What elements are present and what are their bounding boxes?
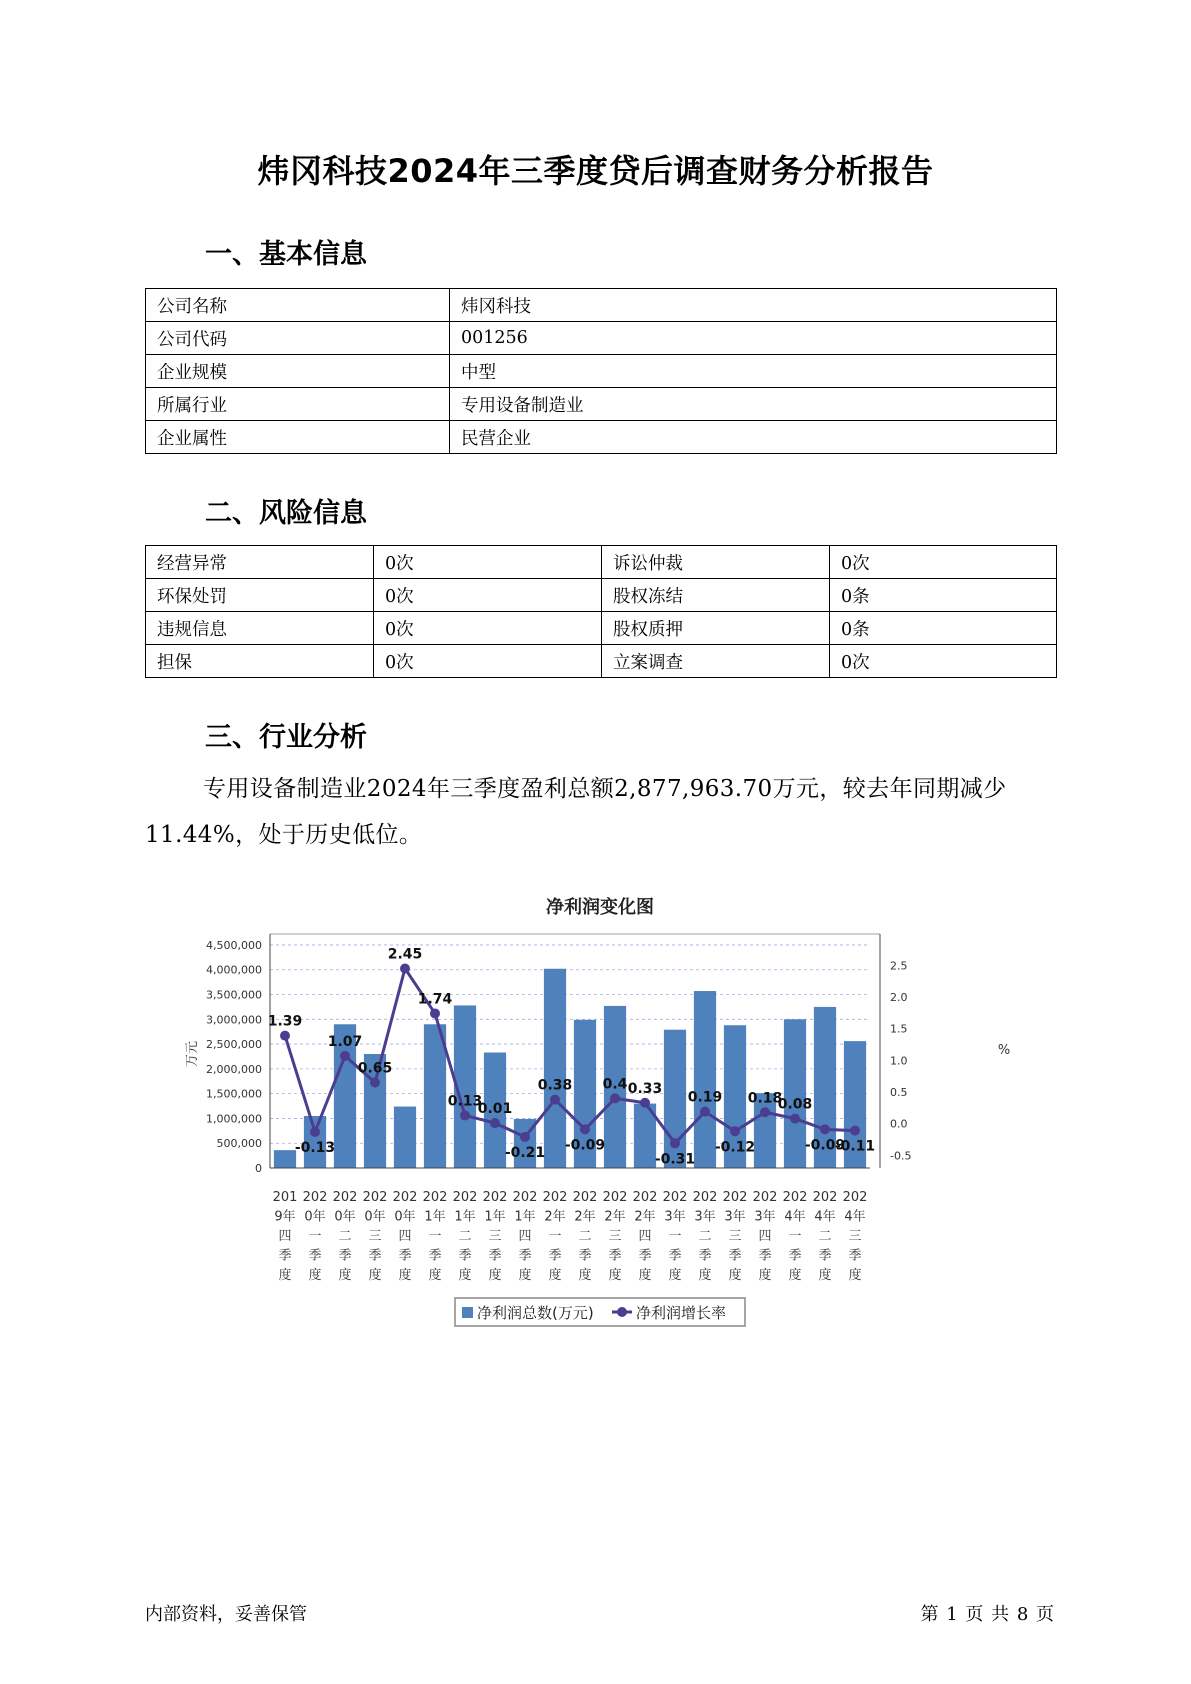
legend-bar-swatch xyxy=(462,1307,473,1318)
growth-rate-value-label: -0.31 xyxy=(654,1151,696,1168)
x-tick-label: 202 4年二季度 xyxy=(812,1190,838,1283)
growth-rate-value-label: 0.4 xyxy=(602,1076,628,1093)
growth-rate-point xyxy=(310,1127,320,1137)
growth-rate-value-label: 0.65 xyxy=(357,1060,393,1077)
growth-rate-point xyxy=(850,1126,860,1136)
table-row xyxy=(146,355,1057,388)
row-value: 专用设备制造业 xyxy=(450,388,1057,421)
chart-legend xyxy=(455,1298,745,1326)
right-tick-label: 2.0 xyxy=(890,991,908,1004)
growth-rate-value-label: -0.13 xyxy=(294,1139,336,1156)
growth-rate-value-label: 0.18 xyxy=(747,1090,783,1107)
risk-value: 0条 xyxy=(830,579,1057,612)
left-tick-label: 2,500,000 xyxy=(206,1038,262,1052)
growth-rate-value-label: 1.07 xyxy=(327,1033,363,1050)
left-tick-label: 4,500,000 xyxy=(206,938,262,952)
x-tick-label: 202 3年四季度 xyxy=(752,1190,778,1283)
growth-rate-value-label: 0.33 xyxy=(627,1080,663,1097)
risk-value: 0次 xyxy=(830,546,1057,579)
table-row xyxy=(146,645,1057,678)
growth-rate-point xyxy=(520,1132,530,1142)
growth-rate-point xyxy=(280,1031,290,1041)
left-tick-label: 1,000,000 xyxy=(206,1112,262,1126)
bar xyxy=(424,1024,446,1168)
left-tick-label: 1,500,000 xyxy=(206,1087,262,1101)
table-row xyxy=(146,612,1057,645)
net-profit-chart xyxy=(180,888,1011,1348)
left-tick-label: 2,000,000 xyxy=(206,1062,262,1076)
x-tick-label: 202 0年三季度 xyxy=(362,1190,388,1283)
bar xyxy=(394,1107,416,1168)
risk-label: 担保 xyxy=(146,645,374,678)
bar xyxy=(784,1019,806,1168)
footer-confidential-note: 内部资料，妥善保管 xyxy=(145,1604,307,1625)
table-row xyxy=(146,421,1057,454)
section-heading-risk-info: 二、风险信息 xyxy=(205,498,367,529)
x-tick-label: 202 4年一季度 xyxy=(782,1190,808,1283)
section-heading-basic-info: 一、基本信息 xyxy=(205,239,367,270)
growth-rate-value-label: 1.39 xyxy=(267,1013,303,1030)
risk-label: 诉讼仲裁 xyxy=(602,546,830,579)
left-axis-label: 万元 xyxy=(185,1040,200,1068)
row-value: 001256 xyxy=(450,322,1057,355)
table-row xyxy=(146,546,1057,579)
risk-value: 0次 xyxy=(830,645,1057,678)
growth-rate-value-label: -0.12 xyxy=(714,1139,756,1156)
growth-rate-value-label: 0.38 xyxy=(537,1077,573,1094)
legend-line-label: 净利润增长率 xyxy=(636,1304,727,1322)
row-label: 公司代码 xyxy=(146,322,450,355)
risk-value: 0次 xyxy=(374,546,602,579)
growth-rate-point xyxy=(730,1126,740,1136)
x-tick-label: 202 2年四季度 xyxy=(632,1190,658,1283)
growth-rate-value-label: 1.74 xyxy=(417,991,453,1008)
growth-rate-point xyxy=(580,1124,590,1134)
growth-rate-point xyxy=(490,1118,500,1128)
growth-rate-value-label: 0.08 xyxy=(777,1096,813,1113)
left-tick-label: 3,500,000 xyxy=(206,988,262,1002)
right-tick-label: 0.5 xyxy=(890,1086,908,1099)
x-tick-label: 202 2年二季度 xyxy=(572,1190,598,1283)
x-tick-label: 202 3年二季度 xyxy=(692,1190,718,1283)
right-tick-label: 2.5 xyxy=(890,959,908,973)
risk-value: 0条 xyxy=(830,612,1057,645)
risk-label: 股权冻结 xyxy=(602,579,830,612)
growth-rate-point xyxy=(610,1093,620,1103)
right-tick-label: 1.0 xyxy=(890,1054,908,1068)
x-tick-label: 202 0年一季度 xyxy=(302,1190,328,1283)
risk-label: 环保处罚 xyxy=(146,579,374,612)
growth-rate-point xyxy=(430,1008,440,1018)
table-row xyxy=(146,289,1057,322)
growth-rate-point xyxy=(550,1095,560,1105)
left-tick-label: 4,000,000 xyxy=(206,963,262,977)
growth-rate-value-label: 0.01 xyxy=(477,1101,513,1118)
chart-title: 净利润变化图 xyxy=(546,897,654,918)
risk-label: 立案调查 xyxy=(602,645,830,678)
x-tick-label: 201 9年四季度 xyxy=(272,1190,298,1283)
row-value: 民营企业 xyxy=(450,421,1057,454)
left-tick-label: 3,000,000 xyxy=(206,1013,262,1027)
growth-rate-point xyxy=(790,1114,800,1124)
x-tick-label: 202 0年二季度 xyxy=(332,1190,358,1283)
growth-rate-point xyxy=(640,1098,650,1108)
row-label: 企业规模 xyxy=(146,355,450,388)
industry-analysis-paragraph: 专用设备制造业2024年三季度盈利总额2,877,963.70万元，较去年同期减少11.44%，处于历史低位。 xyxy=(145,776,1007,848)
growth-rate-point xyxy=(400,964,410,974)
legend-line-marker xyxy=(617,1307,627,1317)
growth-rate-point xyxy=(700,1107,710,1117)
x-tick-label: 202 2年三季度 xyxy=(602,1190,628,1283)
report-title: 炜冈科技2024年三季度贷后调查财务分析报告 xyxy=(257,152,934,190)
right-tick-label: 0.0 xyxy=(890,1117,908,1131)
x-tick-label: 202 1年二季度 xyxy=(452,1190,478,1283)
growth-rate-point xyxy=(340,1051,350,1061)
right-tick-label: 1.5 xyxy=(890,1022,908,1036)
bar xyxy=(544,969,566,1168)
growth-rate-point xyxy=(370,1078,380,1088)
table-row xyxy=(146,388,1057,421)
row-label: 所属行业 xyxy=(146,388,450,421)
growth-rate-point xyxy=(820,1124,830,1134)
x-tick-label: 202 1年三季度 xyxy=(482,1190,508,1283)
footer-page-number: 第 1 页 共 8 页 xyxy=(920,1604,1054,1625)
risk-label: 违规信息 xyxy=(146,612,374,645)
table-row xyxy=(146,322,1057,355)
table-row xyxy=(146,579,1057,612)
risk-value: 0次 xyxy=(374,612,602,645)
row-value: 中型 xyxy=(450,355,1057,388)
growth-rate-point xyxy=(460,1110,470,1120)
right-tick-label: -0.5 xyxy=(890,1149,912,1163)
growth-rate-value-label: -0.09 xyxy=(564,1137,606,1154)
bar xyxy=(274,1150,296,1168)
growth-rate-value-label: 2.45 xyxy=(387,946,423,963)
right-axis-label: % xyxy=(997,1043,1011,1058)
left-tick-label: 0 xyxy=(255,1162,262,1175)
x-tick-label: 202 3年三季度 xyxy=(722,1190,748,1283)
x-tick-label: 202 3年一季度 xyxy=(662,1190,688,1283)
x-axis-ticks xyxy=(273,1190,868,1283)
section-heading-industry-analysis: 三、行业分析 xyxy=(205,722,367,753)
x-tick-label: 202 1年一季度 xyxy=(422,1190,448,1283)
x-tick-label: 202 4年三季度 xyxy=(842,1190,868,1283)
x-tick-label: 202 2年一季度 xyxy=(542,1190,568,1283)
row-value: 炜冈科技 xyxy=(450,289,1057,322)
row-label: 公司名称 xyxy=(146,289,450,322)
growth-rate-value-label: -0.21 xyxy=(504,1144,546,1161)
bar xyxy=(694,991,716,1168)
growth-rate-value-label: 0.19 xyxy=(687,1089,723,1106)
risk-value: 0次 xyxy=(374,645,602,678)
growth-rate-value-label: -0.09 xyxy=(804,1137,846,1154)
basic-info-table xyxy=(145,288,1057,454)
risk-info-table xyxy=(145,545,1057,678)
row-label: 企业属性 xyxy=(146,421,450,454)
risk-label: 股权质押 xyxy=(602,612,830,645)
risk-label: 经营异常 xyxy=(146,546,374,579)
x-tick-label: 202 0年四季度 xyxy=(392,1190,418,1283)
x-tick-label: 202 1年四季度 xyxy=(512,1190,538,1283)
growth-rate-value-label: 0.13 xyxy=(447,1093,483,1110)
left-tick-label: 500,000 xyxy=(216,1137,262,1151)
growth-rate-point xyxy=(670,1138,680,1148)
risk-value: 0次 xyxy=(374,579,602,612)
legend-bar-label: 净利润总数(万元) xyxy=(477,1304,594,1322)
growth-rate-point xyxy=(760,1107,770,1117)
growth-rate-value-label: -0.11 xyxy=(834,1138,876,1155)
